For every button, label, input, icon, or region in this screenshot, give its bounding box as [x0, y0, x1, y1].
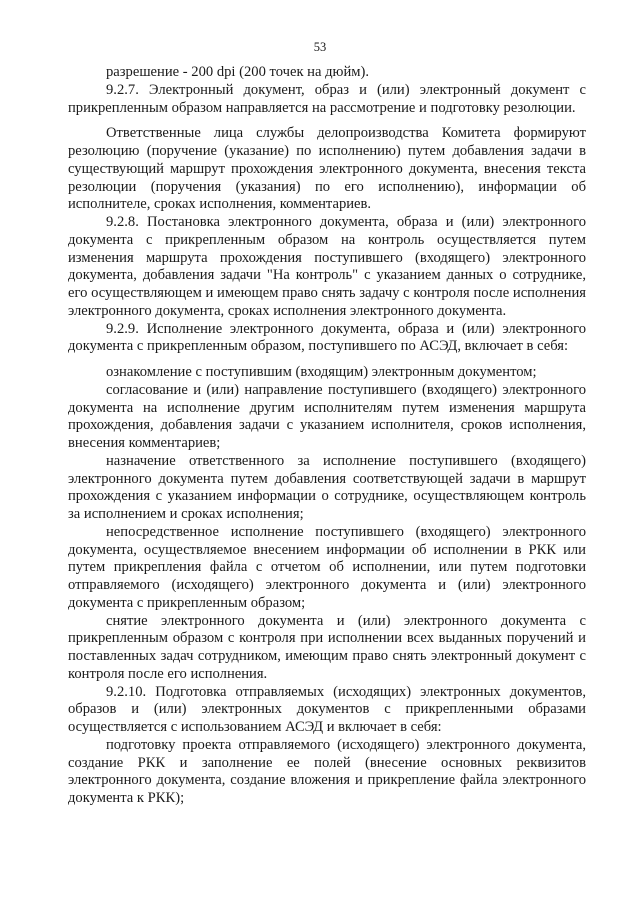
paragraph-resolution-dpi: разрешение - 200 dpi (200 точек на дюйм). — [106, 64, 369, 80]
document-body — [68, 64, 586, 808]
paragraph-9-2-7: 9.2.7. Электронный документ, образ и (или) электронный документ с прикрепленным образом направляется на рассмотрение и подготовку резолюции. — [68, 81, 586, 116]
list-item-assignment: назначение ответственного за исполнение поступившего (входящего) электронного документа путем добавления соответствующей задачи в маршрут прохождения с указанием информации о сотруднике, осуществляющем контроль за исполнением и сроках исполнения; — [68, 452, 586, 522]
list-item-familiarization: ознакомление с поступившим (входящим) электронным документом; — [106, 364, 537, 380]
list-item-draft-preparation: подготовку проекта отправляемого (исходящего) электронного документа, создание РКК и заполнение ее полей (внесение основных реквизитов электронного документа, создание вложения и прикрепление файла электронного документа к РКК); — [68, 736, 586, 806]
page-number: 53 — [313, 40, 327, 54]
paragraph-9-2-10: 9.2.10. Подготовка отправляемых (исходящих) электронных документов, образов и (или) электронных документов с прикрепленными образами осуществляется с использованием АСЭД и включает в себя: — [68, 683, 586, 735]
paragraph-responsible-persons: Ответственные лица службы делопроизводства Комитета формируют резолюцию (поручение (указание) по исполнению) путем добавления задачи в существующий маршрут прохождения электронного документа, внесения текста резолюции (поручения (указания) по его исполнению), информации об исполнителе, сроках исполнения, комментариев. — [68, 125, 586, 213]
list-item-removal-from-control: снятие электронного документа и (или) электронного документа с прикрепленным образом с контроля при исполнении всех выданных поручений и поставленных задач сотрудником, имеющим право снять электронный документ с контроля после его исполнения. — [68, 612, 586, 682]
paragraph-9-2-8: 9.2.8. Постановка электронного документа, образа и (или) электронного документа с прикрепленным образом на контроль осуществляется путем изменения маршрута прохождения поступившего (входящего) электронного документа, добавления задачи "На контроль" с указанием данных о сотруднике, его осуществляющем и имеющем право снять задачу с контроля после исполнения электронного документа, сроках исполнения электронного документа. — [68, 214, 586, 319]
list-item-approval: согласование и (или) направление поступившего (входящего) электронного документа на исполнение другим исполнителям путем изменения маршрута прохождения, добавления задачи с указанием исполнителя, сроков исполнения, внесения комментариев; — [68, 381, 586, 451]
paragraph-9-2-9: 9.2.9. Исполнение электронного документа, образа и (или) электронного документа с прикрепленным образом, поступившего по АСЭД, включает в себя: — [68, 320, 586, 355]
list-item-direct-execution: непосредственное исполнение поступившего (входящего) электронного документа, осуществляемое внесением информации об исполнении в РКК или путем прикрепления файла с отчетом об исполнении, или путем подготовки отправляемого (исходящего) электронного документа и (или) электронного документа с прикрепленным образом; — [68, 523, 586, 611]
